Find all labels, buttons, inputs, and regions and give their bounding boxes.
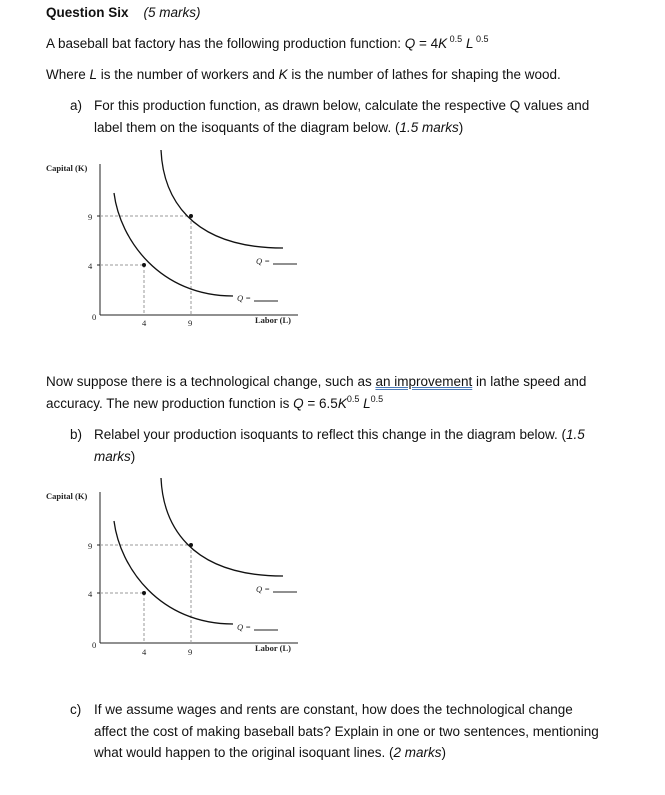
point-4-4 [142, 263, 146, 267]
intro-text: A baseball bat factory has the following production function: [46, 36, 405, 51]
y-tick-4-label: 4 [88, 261, 93, 271]
new-k-exponent: 0.5 [346, 393, 360, 404]
l-symbol: L [462, 36, 474, 51]
part-b-text [94, 424, 654, 467]
lower-isoquant [114, 193, 233, 296]
y-tick-9-label: 9 [88, 541, 93, 551]
part-a-label: a) [70, 98, 83, 113]
part-b-label: b) [70, 427, 83, 442]
lower-isoquant [114, 521, 233, 624]
origin-label: 0 [92, 312, 97, 322]
point-9-9 [189, 214, 193, 218]
part-c-label: c) [70, 702, 82, 717]
point-9-9 [189, 543, 193, 547]
equals-coefficient: = 4 [415, 36, 439, 51]
part-c-line-3-text: what would happen to the original isoquant lines. ( [94, 745, 394, 760]
part-b-line-2 [94, 446, 654, 468]
part-c-line-3 [94, 742, 654, 764]
k-exponent: 0.5 [447, 34, 463, 44]
y-axis-label: Capital (K) [46, 163, 88, 173]
upper-isoquant [161, 150, 283, 248]
k-symbol: K [438, 36, 448, 51]
x-tick-9-label: 9 [188, 318, 193, 328]
new-l-symbol: L [359, 395, 371, 411]
tech-text-1: Now suppose there is a technological change, such as [46, 374, 376, 389]
upper-q-label: Q = [256, 256, 270, 266]
where-k: K [278, 67, 288, 82]
x-axis-label: Labor (L) [255, 315, 291, 325]
part-b-marks-word: marks [94, 448, 131, 464]
y-tick-4-label: 4 [88, 589, 93, 599]
part-c-close: ) [441, 745, 446, 760]
upper-q-label: Q = [256, 584, 270, 594]
part-b-close: ) [130, 448, 136, 464]
part-a-line-2-text: label them on the isoquants of the diagram below. ( [94, 119, 400, 135]
tech-change-line-1 [46, 371, 646, 393]
part-a-line-2 [94, 117, 654, 139]
x-axis-label: Labor (L) [255, 643, 291, 653]
y-axis-label: Capital (K) [46, 491, 88, 501]
tech-change-paragraph [46, 371, 646, 416]
part-a-text [94, 95, 654, 138]
tech-text-2: in lathe speed and [472, 374, 587, 389]
where-text-3: is the number of lathes for shaping the wood. [287, 67, 561, 82]
x-tick-4-label: 4 [142, 318, 147, 328]
question-title: Question Six [46, 5, 129, 20]
part-a-close: ) [458, 119, 464, 135]
lower-q-label: Q = [237, 622, 251, 632]
part-c-line-2: affect the cost of making baseball bats? Explain in one or two sentences, mentioning [94, 723, 599, 739]
new-l-exponent: 0.5 [370, 393, 384, 404]
part-a-marks: 1.5 marks [399, 119, 459, 135]
part-c-marks: 2 marks [393, 745, 442, 760]
production-function-line [46, 35, 488, 54]
part-b-line-1-text: Relabel your production isoquants to reflect this change in the diagram below. ( [94, 427, 567, 442]
part-c-line-1: If we assume wages and rents are constant, how does the technological change [94, 702, 573, 717]
q-symbol: Q [404, 36, 416, 51]
origin-label: 0 [92, 640, 97, 650]
where-text-2: is the number of workers and [97, 67, 279, 82]
l-exponent: 0.5 [473, 34, 489, 44]
isoquant-diagram-a [0, 148, 665, 338]
new-q-symbol: Q [293, 395, 304, 411]
question-marks: (5 marks) [143, 5, 201, 20]
y-tick-9-label: 9 [88, 212, 93, 222]
part-b-line-1 [94, 424, 654, 446]
where-text-1: Where [46, 67, 90, 82]
part-a-line-1: For this production function, as drawn below, calculate the respective Q values and [94, 98, 590, 113]
new-coefficient: = 6.5 [303, 395, 338, 411]
underlined-phrase: an improvement [375, 374, 473, 389]
tech-text-3: accuracy. The new production function is [46, 395, 294, 411]
question-header [46, 4, 201, 22]
where-l: L [89, 67, 98, 82]
x-tick-4-label: 4 [142, 647, 147, 657]
part-c-text [94, 699, 654, 764]
tech-change-line-2 [46, 393, 646, 417]
upper-isoquant [161, 478, 283, 576]
lower-q-label: Q = [237, 293, 251, 303]
isoquant-diagram-b [0, 476, 665, 666]
part-b-marks-number: 1.5 [566, 427, 585, 442]
variable-definitions [46, 66, 561, 84]
x-tick-9-label: 9 [188, 647, 193, 657]
point-4-4 [142, 591, 146, 595]
new-k-symbol: K [337, 395, 347, 411]
